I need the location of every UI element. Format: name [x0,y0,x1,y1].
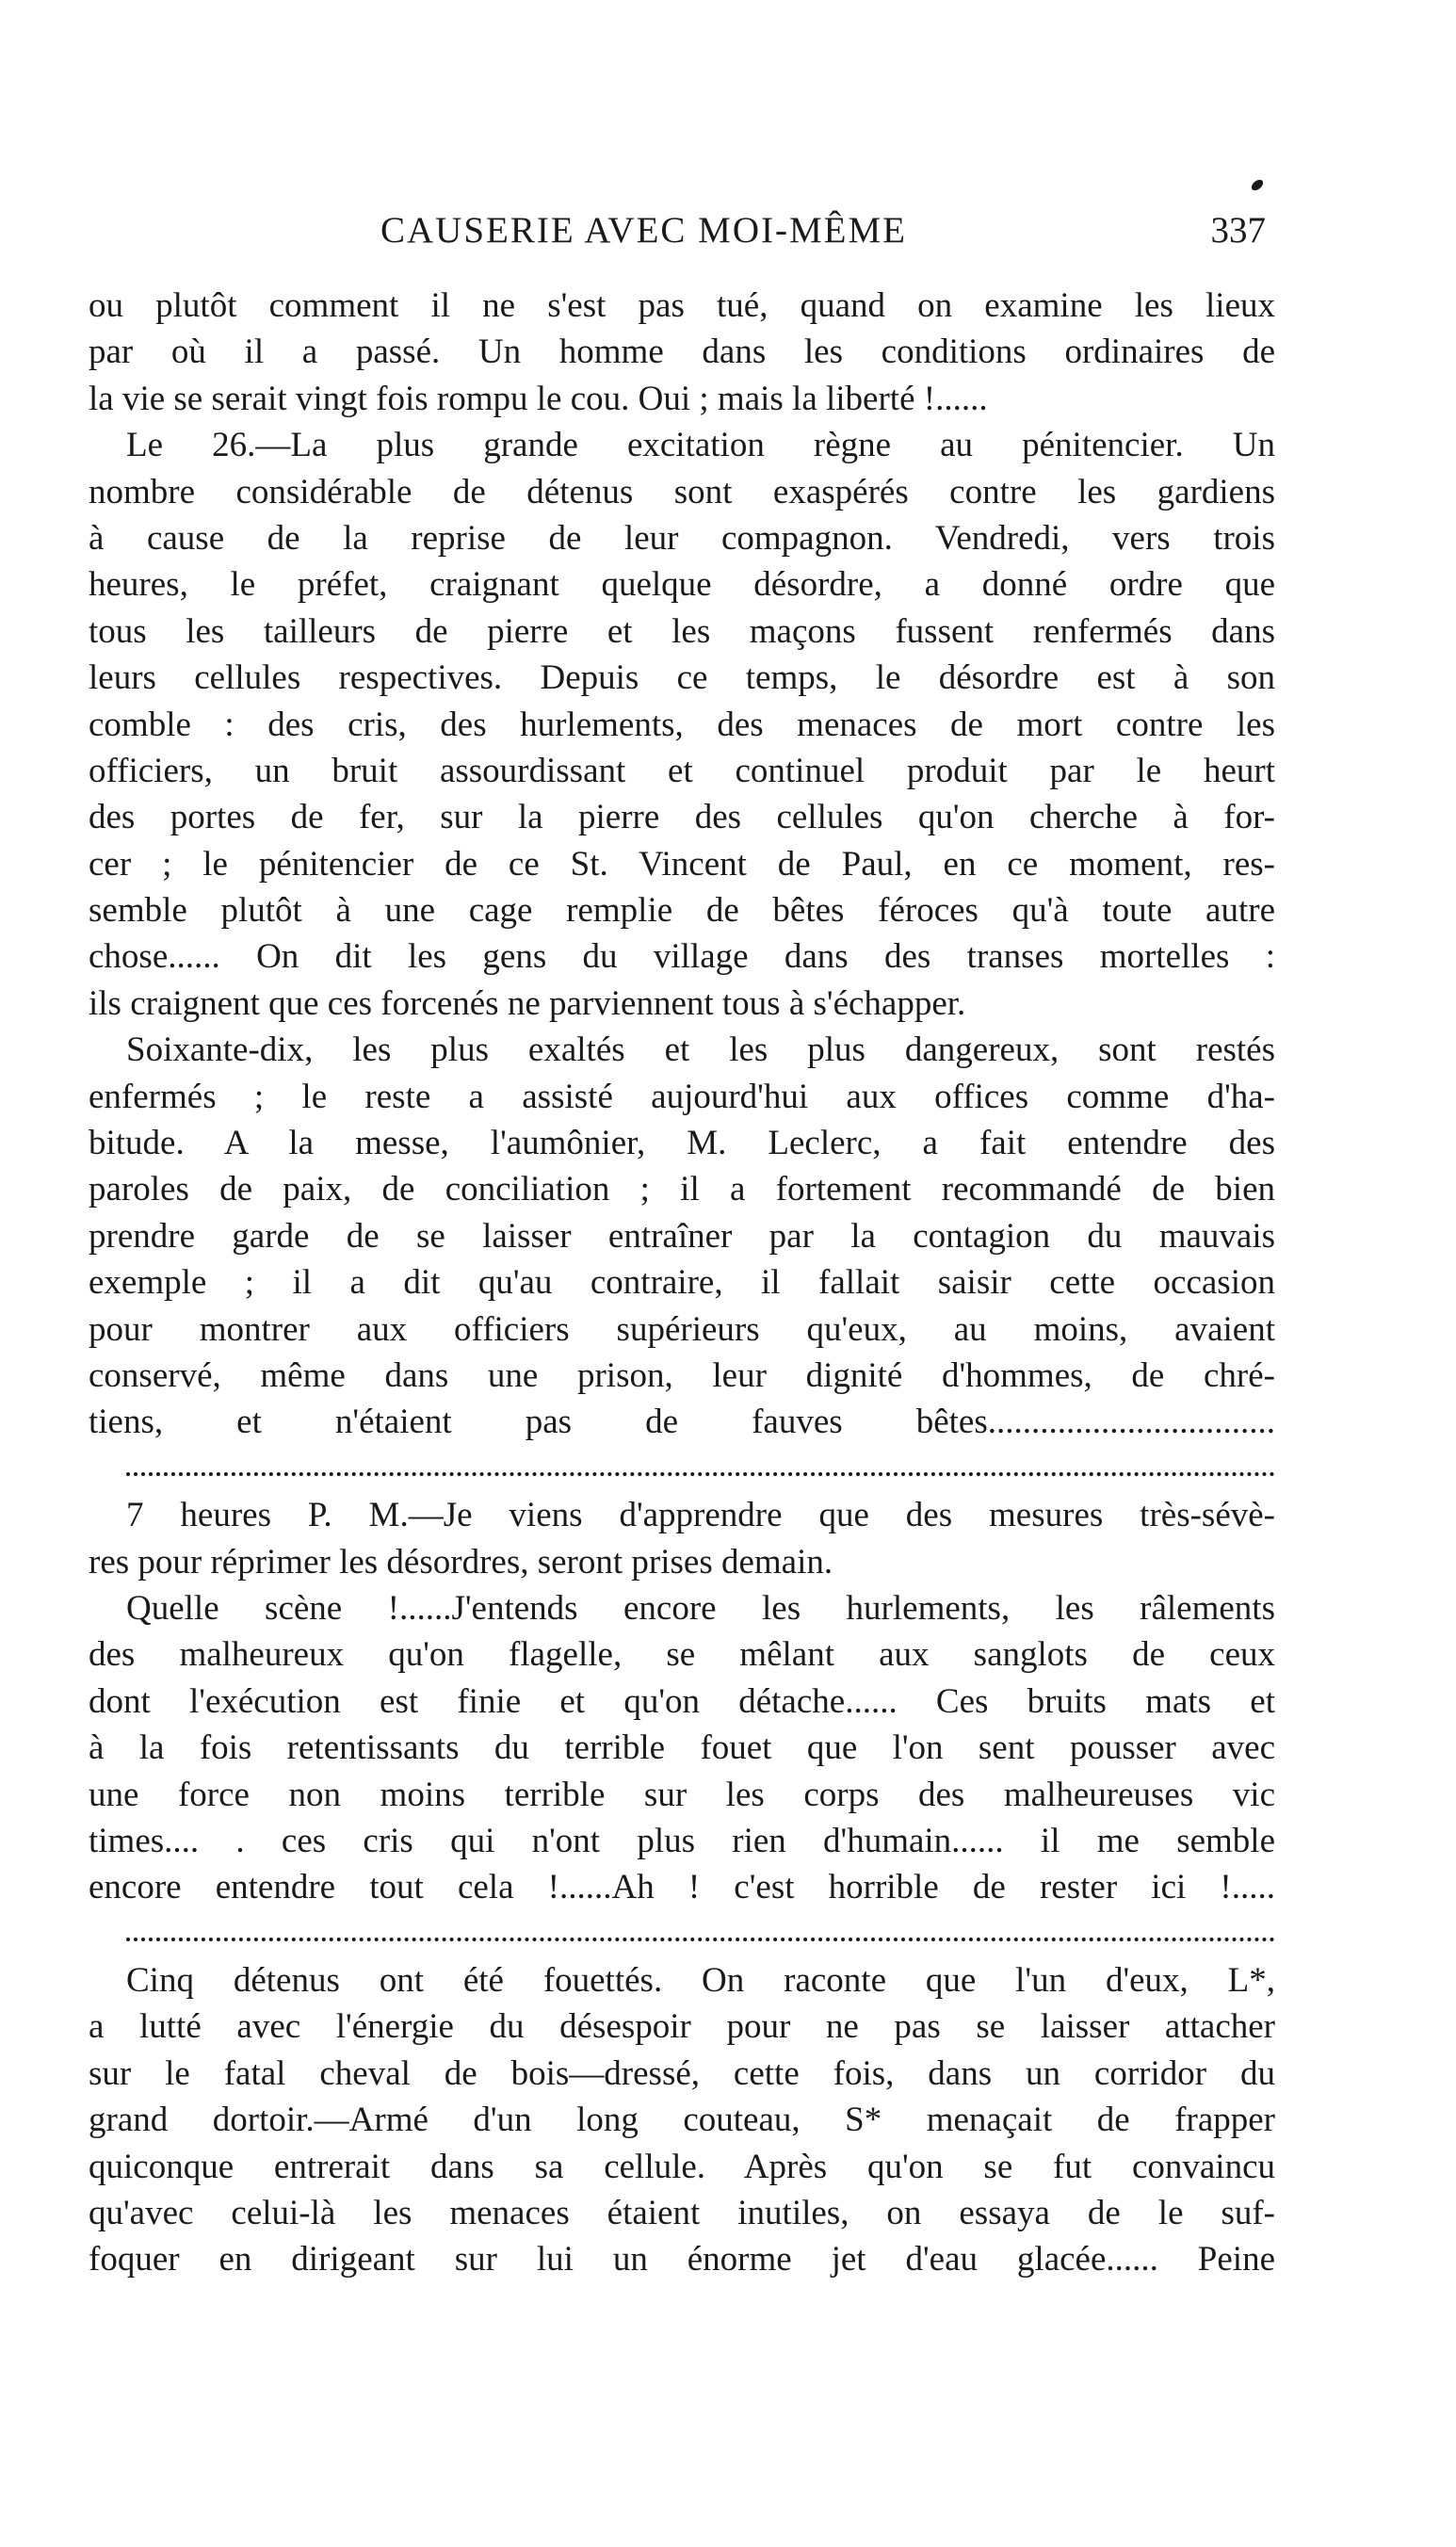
text-line: bitude. A la messe, l'aumônier, M. Leclerc, a fait entendre des [89,1124,1275,1163]
text-line: heures, le préfet, craignant quelque désordre, a donné ordre que [89,565,1275,605]
text-line: paroles de paix, de conciliation ; il a fortement recommandé de bien [89,1170,1275,1209]
text-line: ou plutôt comment il ne s'est pas tué, quand on examine les lieux [89,286,1275,325]
text-line: semble plutôt à une cage remplie de bêtes féroces qu'à toute autre [89,891,1275,931]
text-line: Quelle scène !......J'entends encore les hurlements, les râlements [126,1588,1275,1628]
dotted-separator [89,1446,1275,1492]
text-line: res pour réprimer les désordres, seront prises demain. [89,1542,833,1582]
page-header [89,209,1275,266]
text-line: enfermés ; le reste a assisté aujourd'hui aux offices comme d'ha- [89,1077,1275,1116]
text-line: officiers, un bruit assourdissant et continuel produit par le heurt [89,751,1275,790]
text-line: conservé, même dans une prison, leur dignité d'hommes, de chré- [89,1355,1275,1395]
text-line: Soixante-dix, les plus exaltés et les plus dangereux, sont restés [126,1030,1275,1070]
text-line: une force non moins terrible sur les corps des malheureuses vic [89,1775,1275,1814]
text-line: 7 heures P. M.—Je viens d'apprendre que des mesures très-sévè- [126,1496,1275,1535]
text-line: nombre considérable de détenus sont exaspérés contre les gardiens [89,472,1275,511]
text-line: grand dortoir.—Armé d'un long couteau, S* menaçait de frapper [89,2101,1275,2140]
text-line: à cause de la reprise de leur compagnon. Vendredi, vers trois [89,518,1275,558]
text-line: exemple ; il a dit qu'au contraire, il fallait saisir cette occasion [89,1263,1275,1303]
text-line: sur le fatal cheval de bois—dressé, cette fois, dans un corridor du [89,2053,1275,2093]
text-line: des malheureux qu'on flagelle, se mêlant aux sanglots de ceux [89,1635,1275,1675]
text-line: foquer en dirigeant sur lui un énorme jet d'eau glacée...... Peine [89,2240,1275,2279]
body-text [89,283,1275,2283]
text-line: qu'avec celui-là les menaces étaient inutiles, on essaya de le suf- [89,2194,1275,2233]
text-line: a lutté avec l'énergie du désespoir pour ne pas se laisser attacher [89,2007,1275,2047]
text-line: à la fois retentissants du terrible fouet que l'on sent pousser avec [89,1728,1275,1768]
text-line: dont l'exécution est finie et qu'on détache...... Ces bruits mats et [89,1681,1275,1721]
text-line: Le 26.—La plus grande excitation règne au pénitencier. Un [126,426,1275,465]
text-line: chose...... On dit les gens du village dans des transes mortelles : [89,937,1275,977]
text-line: par où il a passé. Un homme dans les conditions ordinaires de [89,333,1275,372]
text-line: quiconque entrerait dans sa cellule. Après qu'on se fut convaincu [89,2147,1275,2186]
text-line: tiens, et n'étaient pas de fauves bêtes................................. [89,1403,1275,1442]
text-line: tous les tailleurs de pierre et les maçons fussent renfermés dans [89,611,1275,651]
text-line: cer ; le pénitencier de ce St. Vincent de Paul, en ce moment, res- [89,844,1275,884]
text-line: times.... . ces cris qui n'ont plus rien d'humain...... il me semble [89,1821,1275,1860]
dotted-separator [89,1911,1275,1957]
running-head: CAUSERIE AVEC MOI-MÊME [380,210,907,251]
text-line: ils craignent que ces forcenés ne parviennent tous à s'échapper. [89,983,966,1023]
ink-speck [1250,178,1266,192]
text-line: Cinq détenus ont été fouettés. On raconte que l'un d'eux, L*, [126,1961,1275,2001]
text-line: encore entendre tout cela !......Ah ! c'est horrible de rester ici !..... [89,1868,1275,1907]
text-line: comble : des cris, des hurlements, des menaces de mort contre les [89,705,1275,744]
text-line: leurs cellules respectives. Depuis ce temps, le désordre est à son [89,658,1275,698]
page-number: 337 [1210,210,1266,251]
text-line: pour montrer aux officiers supérieurs qu'eux, au moins, avaient [89,1309,1275,1349]
text-line: des portes de fer, sur la pierre des cellules qu'on cherche à for- [89,798,1275,837]
text-line: la vie se serait vingt fois rompu le cou. Oui ; mais la liberté !...... [89,379,988,418]
text-line: prendre garde de se laisser entraîner par la contagion du mauvais [89,1216,1275,1256]
